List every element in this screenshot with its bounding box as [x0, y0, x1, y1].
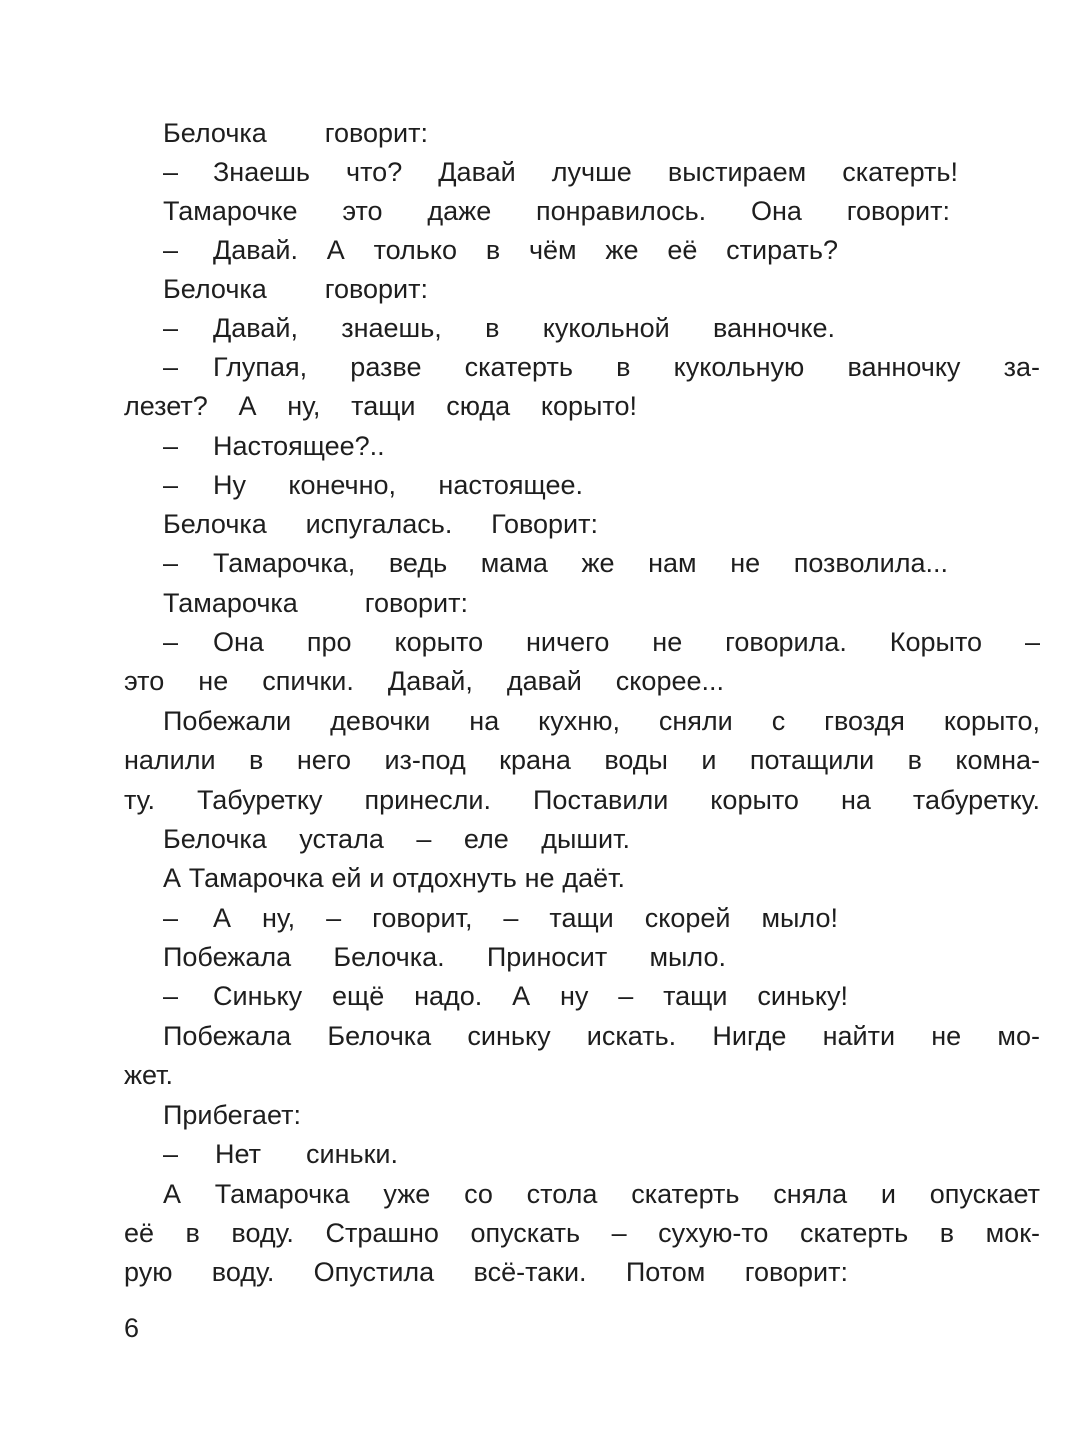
- text-line: Тамарочке это даже понравилось. Она говорит:: [163, 196, 950, 226]
- text-line: Тамарочка, ведь мама же нам не позволила...: [213, 548, 948, 578]
- dialog-dash: –: [163, 431, 179, 461]
- page-number: 6: [124, 1313, 140, 1343]
- dialog-dash: –: [163, 627, 179, 657]
- text-line: налили в него из-под крана воды и потащили в комна-: [124, 745, 1040, 775]
- text-line: ту. Табуретку принесли. Поставили корыто на табуретку.: [124, 785, 1040, 815]
- text-line: Побежала Белочка синьку искать. Нигде найти не мо-: [163, 1021, 1040, 1051]
- text-line: Синьку ещё надо. А ну – тащи синьку!: [213, 981, 848, 1011]
- text-line: жет.: [124, 1060, 174, 1090]
- text-line: Давай. А только в чём же её стирать?: [213, 235, 838, 265]
- dialog-dash: –: [163, 235, 179, 265]
- text-line: Побежали девочки на кухню, сняли с гвоздя корыто,: [163, 706, 1040, 736]
- text-line: Нет синьки.: [215, 1139, 398, 1169]
- text-line: рую воду. Опустила всё-таки. Потом говорит:: [124, 1257, 848, 1287]
- text-line: Настоящее?..: [213, 431, 385, 461]
- text-line: А Тамарочка уже со стола скатерть сняла и опускает: [163, 1179, 1040, 1209]
- dialog-dash: –: [163, 903, 179, 933]
- text-line: Давай, знаешь, в кукольной ванночке.: [213, 313, 835, 343]
- dialog-dash: –: [163, 470, 179, 500]
- text-line: Она про корыто ничего не говорила. Корыто –: [213, 627, 1040, 657]
- text-line: А ну, – говорит, – тащи скорей мыло!: [213, 903, 838, 933]
- dialog-dash: –: [163, 352, 179, 382]
- text-line: Побежала Белочка. Приносит мыло.: [163, 942, 726, 972]
- dialog-dash: –: [163, 313, 179, 343]
- text-line: Белочка говорит:: [163, 118, 428, 148]
- text-line: Тамарочка говорит:: [163, 588, 468, 618]
- text-line: Прибегает:: [163, 1100, 301, 1130]
- text-line: лезет? А ну, тащи сюда корыто!: [124, 391, 637, 421]
- text-line: Глупая, разве скатерть в кукольную ванночку за-: [213, 352, 1040, 382]
- dialog-dash: –: [163, 157, 179, 187]
- text-line: Белочка устала – еле дышит.: [163, 824, 630, 854]
- text-line: Белочка испугалась. Говорит:: [163, 509, 598, 539]
- text-line: это не спички. Давай, давай скорее...: [124, 666, 724, 696]
- text-line: Белочка говорит:: [163, 274, 428, 304]
- dialog-dash: –: [163, 548, 179, 578]
- dialog-dash: –: [163, 1139, 179, 1169]
- dialog-dash: –: [163, 981, 179, 1011]
- text-line: её в воду. Страшно опускать – сухую-то скатерть в мок-: [124, 1218, 1040, 1248]
- text-line: Знаешь что? Давай лучше выстираем скатерть!: [213, 157, 958, 187]
- text-line: А Тамарочка ей и отдохнуть не даёт.: [163, 863, 625, 893]
- text-line: Ну конечно, настоящее.: [213, 470, 583, 500]
